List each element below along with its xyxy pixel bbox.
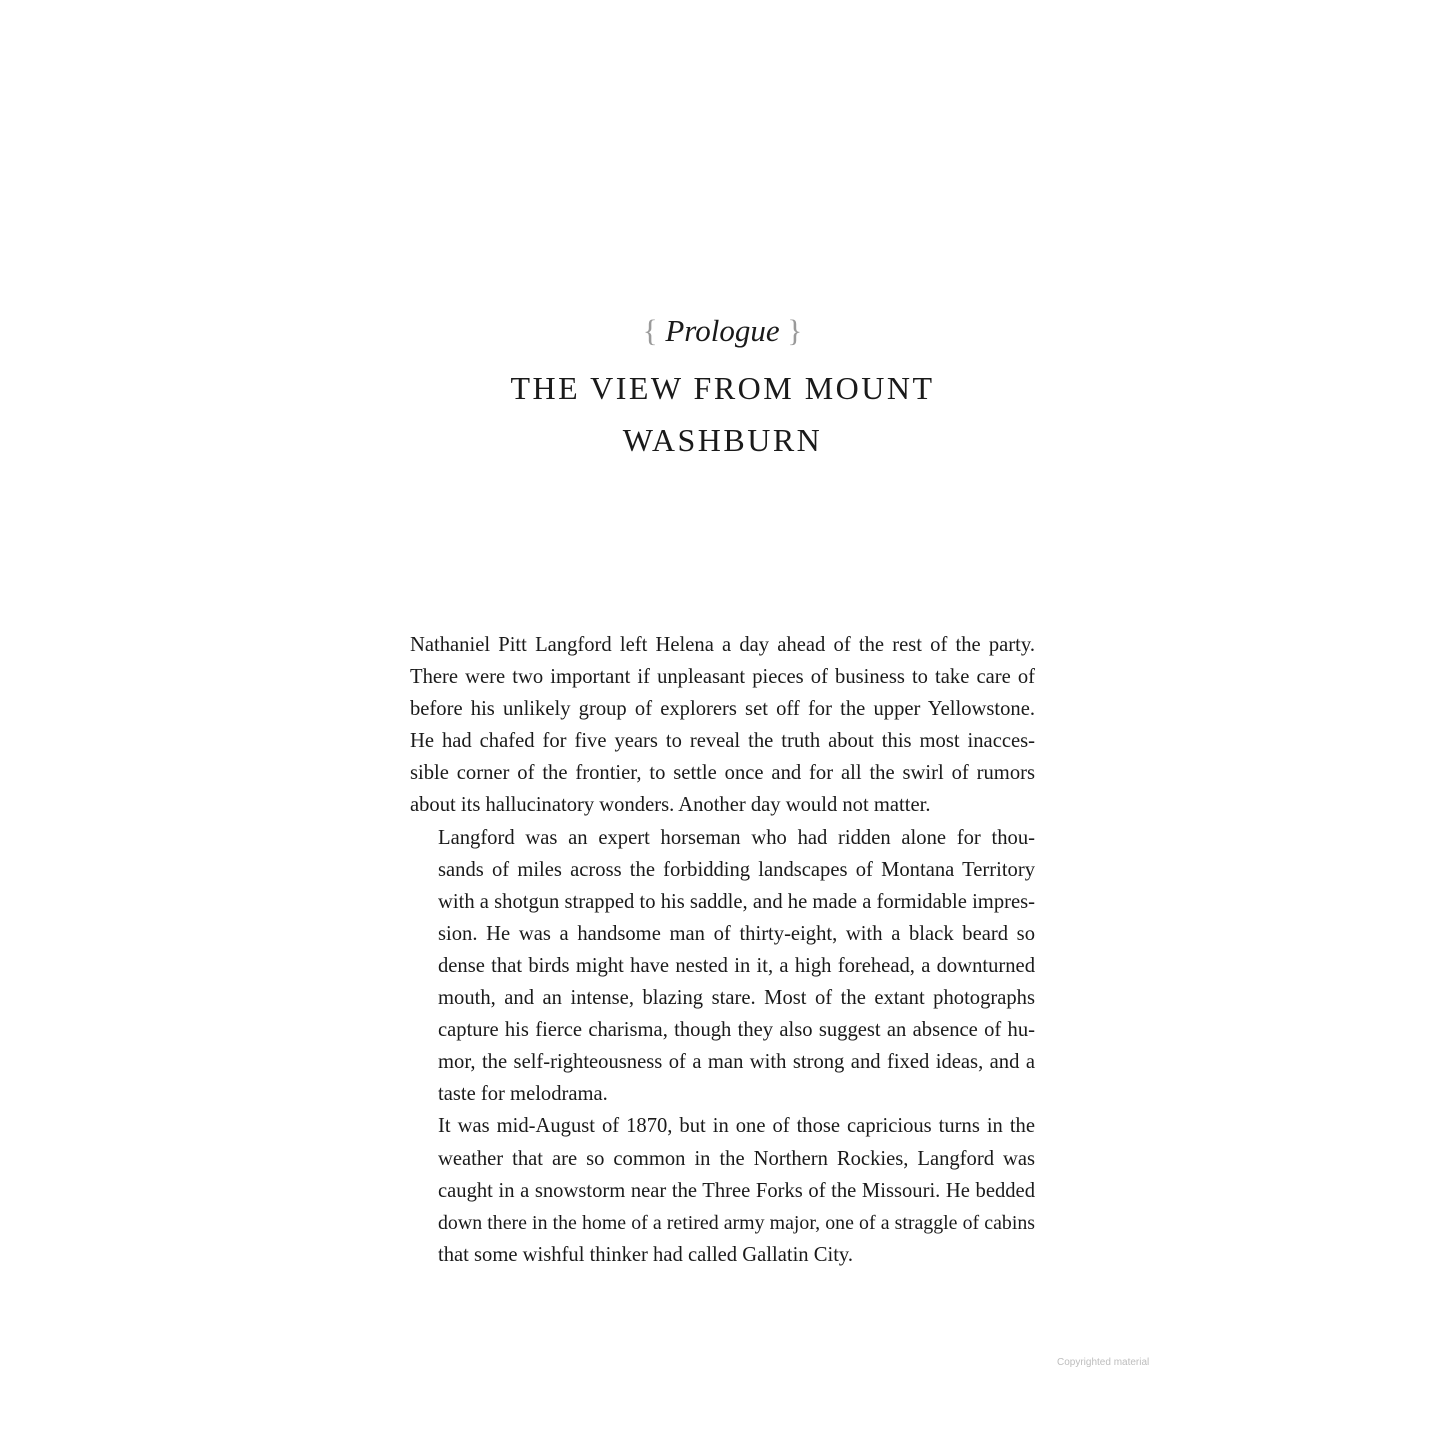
paragraph-line: He had chafed for five years to reveal the truth about this most inacces-: [410, 730, 1035, 753]
paragraph-line: It was mid-August of 1870, but in one of those capricious turns in the: [438, 1115, 1035, 1138]
paragraph-1: [410, 629, 1035, 822]
copyright-watermark: Copyrighted material: [1057, 1357, 1150, 1368]
paragraph-line: that some wishful thinker had called Gallatin City.: [438, 1243, 854, 1266]
paragraph-line: mor, the self-righteousness of a man with strong and fixed ideas, and a: [438, 1051, 1035, 1074]
chapter-heading: [0, 310, 1445, 466]
chapter-title: [0, 362, 1445, 466]
paragraph-3: [410, 1110, 1035, 1270]
paragraph-line: There were two important if unpleasant pieces of business to take care of: [410, 666, 1035, 689]
chapter-label-text: Prologue: [665, 313, 780, 348]
chapter-title-line-1: THE VIEW FROM MOUNT: [510, 370, 935, 406]
paragraph-line: before his unlikely group of explorers set off for the upper Yellowstone.: [410, 698, 1035, 721]
paragraph-line: capture his fierce charisma, though they also suggest an absence of hu-: [438, 1019, 1035, 1042]
paragraph-line: Langford was an expert horseman who had ridden alone for thou-: [438, 826, 1035, 849]
paragraph-line: caught in a snowstorm near the Three Forks of the Missouri. He bedded: [438, 1179, 1035, 1202]
paragraph-line: dense that birds might have nested in it, a high forehead, a downturned: [438, 954, 1035, 977]
paragraph-line: sible corner of the frontier, to settle once and for all the swirl of rumors: [410, 762, 1035, 785]
chapter-title-line-2: WASHBURN: [622, 422, 823, 458]
paragraph-line: Nathaniel Pitt Langford left Helena a day ahead of the rest of the party.: [410, 634, 1035, 656]
paragraph-line: down there in the home of a retired army major, one of a straggle of cabins: [438, 1211, 1035, 1234]
chapter-label: [0, 310, 1445, 352]
paragraph-line: sands of miles across the forbidding landscapes of Montana Territory: [438, 858, 1035, 881]
paragraph-line: about its hallucinatory wonders. Another day would not matter.: [410, 794, 931, 817]
paragraph-2: [410, 822, 1035, 1111]
open-brace: {: [642, 313, 658, 348]
paragraph-line: taste for melodrama.: [438, 1083, 608, 1106]
paragraph-line: weather that are so common in the Northern Rockies, Langford was: [438, 1147, 1035, 1170]
close-brace: }: [787, 313, 803, 348]
paragraph-line: mouth, and an intense, blazing stare. Most of the extant photographs: [438, 987, 1035, 1010]
paragraph-line: with a shotgun strapped to his saddle, and he made a formidable impres-: [438, 890, 1035, 913]
body-text: [410, 629, 1035, 1271]
paragraph-line: sion. He was a handsome man of thirty-eight, with a black beard so: [438, 922, 1035, 945]
